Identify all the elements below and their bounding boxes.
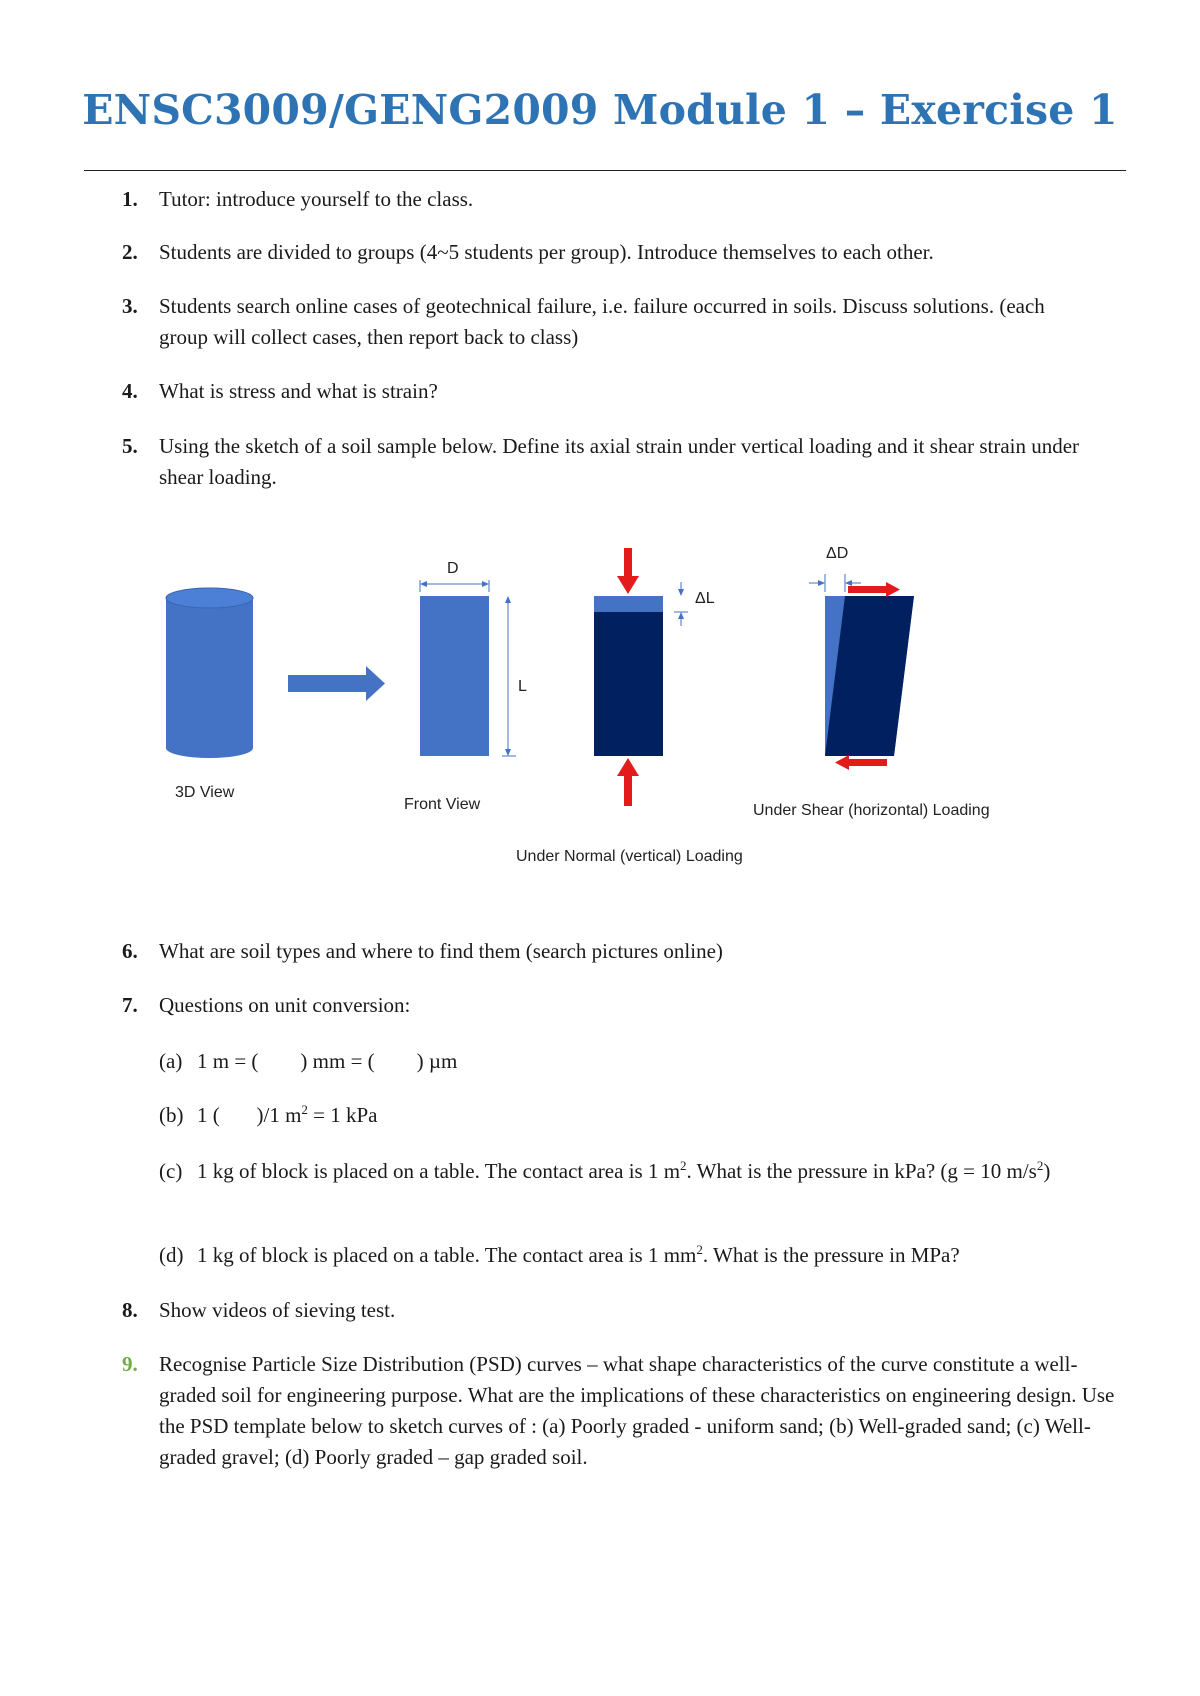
item-text: Show videos of sieving test. xyxy=(159,1298,396,1322)
dimension-delta-l xyxy=(674,582,688,626)
label-l: L xyxy=(518,678,527,695)
item-number: 8. xyxy=(122,1298,138,1322)
cylinder-3d-view xyxy=(166,588,253,758)
conversion-text: 1 m = ( ) mm = ( ) µm xyxy=(197,1049,458,1073)
item-text: Recognise Particle Size Distribution (PSD) curves – what shape characteristics of the curve constitute a well-graded soil for engineering purpose. What are the implications of these characteristics on engineering design. Use the PSD template below to sketch curves of : (a) Poorly graded - uniform sand; (b) Well-graded sand; (c) Well-graded gravel; (d) Poorly graded – gap graded soil. xyxy=(159,1352,1115,1469)
item-text: Students search online cases of geotechnical failure, i.e. failure occurred in soils. Discuss solutions. (each group will collect cases, then report back to class) xyxy=(159,294,1045,349)
item-text: Students are divided to groups (4~5 students per group). Introduce themselves to each other. xyxy=(159,240,934,264)
item-text: What is stress and what is strain? xyxy=(159,379,438,403)
front-view-rectangle xyxy=(420,596,489,756)
caption-shear-loading: Under Shear (horizontal) Loading xyxy=(753,802,990,819)
shear-loading-sample xyxy=(825,596,914,756)
top-load-arrow-icon xyxy=(617,548,639,594)
item-number: 1. xyxy=(122,187,138,211)
item-number: 9. xyxy=(122,1352,138,1376)
item-number: 4. xyxy=(122,379,138,403)
label-delta-d: ΔD xyxy=(826,545,849,562)
caption-front-view: Front View xyxy=(404,796,481,813)
conversion-label: (a) xyxy=(159,1049,183,1073)
item-text: Questions on unit conversion: xyxy=(159,993,411,1017)
document-title: ENSC3009/GENG2009 Module 1 – Exercise 1 xyxy=(82,86,1118,134)
dimension-d xyxy=(420,580,489,592)
conversion-text: 1 kg of block is placed on a table. The contact area is 1 $m^2$. What is the pressure in kPa? (g = 10 $m/s^2$) xyxy=(197,1158,1051,1183)
bottom-load-arrow-icon xyxy=(617,758,639,806)
item-number: 7. xyxy=(122,993,138,1017)
item-number: 2. xyxy=(122,240,138,264)
caption-normal-loading: Under Normal (vertical) Loading xyxy=(516,848,743,865)
top-shear-arrow-icon xyxy=(848,582,900,597)
conversion-label: (b) xyxy=(159,1103,184,1127)
dimension-l xyxy=(502,596,516,756)
item-text: Using the sketch of a soil sample below. Define its axial strain under vertical loading and it shear strain under shear loading. xyxy=(159,434,1080,489)
conversion-label: (c) xyxy=(159,1159,183,1183)
item-text: What are soil types and where to find them (search pictures online) xyxy=(159,939,723,963)
conversion-label: (d) xyxy=(159,1243,184,1267)
bottom-shear-arrow-icon xyxy=(835,755,887,770)
label-d: D xyxy=(447,560,459,577)
normal-loading-sample xyxy=(594,596,663,756)
caption-3d-view: 3D View xyxy=(175,784,235,801)
conversion-text: 1 kg of block is placed on a table. The contact area is 1 $mm^2$. What is the pressure in MPa? xyxy=(197,1242,960,1267)
item-number: 3. xyxy=(122,294,138,318)
item-text: Tutor: introduce yourself to the class. xyxy=(159,187,474,211)
label-delta-l: ΔL xyxy=(695,590,715,607)
view-transition-arrow-icon xyxy=(288,666,385,701)
item-number: 5. xyxy=(122,434,138,458)
conversion-text: 1 ( )/1 $m^2 = 1$ kPa xyxy=(197,1102,378,1127)
item-number: 6. xyxy=(122,939,138,963)
